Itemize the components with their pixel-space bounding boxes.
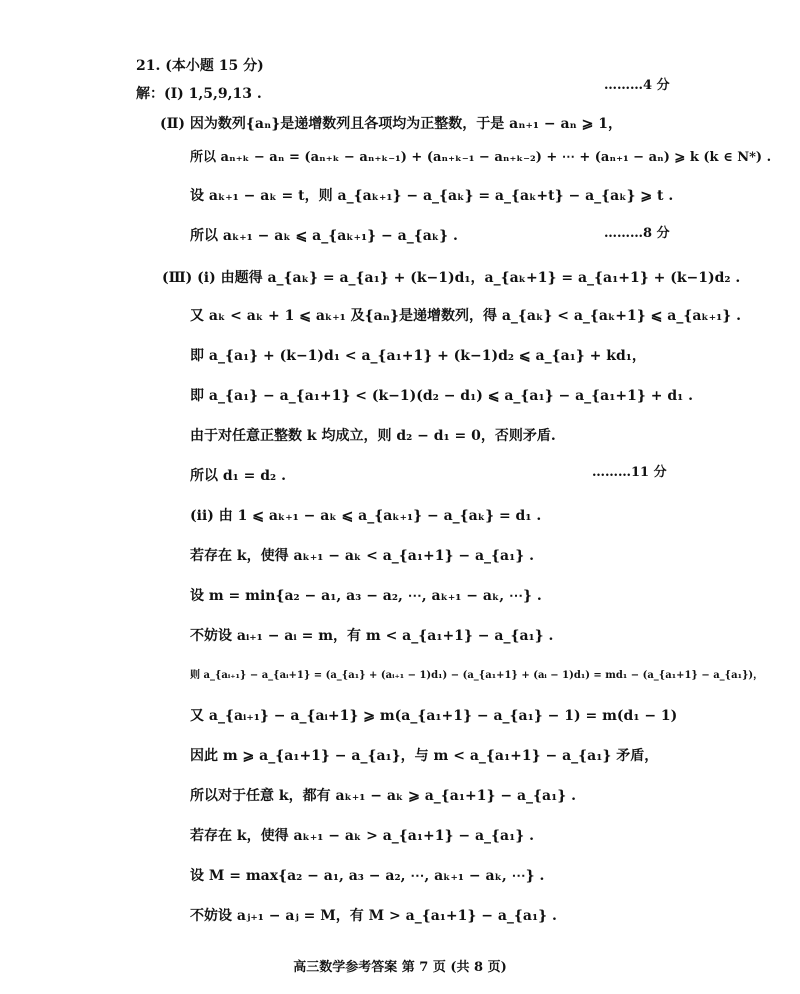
- answer-line-21: 设 M = max{a₂ − a₁, a₃ − a₂, ⋯, aₖ₊₁ − aₖ, ⋯} .: [190, 868, 545, 884]
- answer-line-15: 不妨设 aᵢ₊₁ − aᵢ = m，有 m < a_{a₁+1} − a_{a₁} .: [190, 628, 554, 644]
- answer-line-8: 即 a_{a₁} + (k−1)d₁ < a_{a₁+1} + (k−1)d₂ ⩽ a_{a₁} + kd₁，: [190, 348, 646, 364]
- score-mark-1: ………4 分: [604, 78, 670, 93]
- answer-line-6: (Ⅲ) (ⅰ) 由题得 a_{aₖ} = a_{a₁} + (k−1)d₁，a_{aₖ+1} = a_{a₁+1} + (k−1)d₂ .: [162, 270, 741, 286]
- answer-line-19: 所以对于任意 k，都有 aₖ₊₁ − aₖ ⩾ a_{a₁+1} − a_{a₁} .: [190, 788, 576, 804]
- score-mark-2: ………8 分: [604, 226, 670, 241]
- problem-header: 21. (本小题 15 分): [136, 58, 264, 74]
- answer-line-2: (Ⅱ) 因为数列{aₙ}是递增数列且各项均为正整数，于是 aₙ₊₁ − aₙ ⩾ 1，: [160, 116, 623, 132]
- answer-line-5: 所以 aₖ₊₁ − aₖ ⩽ a_{aₖ₊₁} − a_{aₖ} .: [190, 228, 458, 244]
- answer-line-4: 设 aₖ₊₁ − aₖ = t，则 a_{aₖ₊₁} − a_{aₖ} = a_{aₖ+t} − a_{aₖ} ⩾ t .: [190, 188, 674, 204]
- answer-line-14: 设 m = min{a₂ − a₁, a₃ − a₂, ⋯, aₖ₊₁ − aₖ, ⋯} .: [190, 588, 542, 604]
- answer-line-11: 所以 d₁ = d₂ .: [190, 468, 286, 484]
- score-mark-3: ………11 分: [592, 465, 667, 480]
- answer-line-18: 因此 m ⩾ a_{a₁+1} − a_{a₁}，与 m < a_{a₁+1} − a_{a₁} 矛盾，: [190, 748, 659, 764]
- answer-line-17: 又 a_{aᵢ₊₁} − a_{aᵢ+1} ⩾ m(a_{a₁+1} − a_{a₁} − 1) = m(d₁ − 1): [190, 708, 678, 724]
- answer-line-3: 所以 aₙ₊ₖ − aₙ = (aₙ₊ₖ − aₙ₊ₖ₋₁) + (aₙ₊ₖ₋₁ − aₙ₊ₖ₋₂) + ⋯ + (aₙ₊₁ − aₙ) ⩾ k (k ∈ N*) .: [190, 150, 772, 165]
- answer-line-13: 若存在 k，使得 aₖ₊₁ − aₖ < a_{a₁+1} − a_{a₁} .: [190, 548, 534, 564]
- answer-line-16: 则 a_{aᵢ₊₁} − a_{aᵢ+1} = (a_{a₁} + (aᵢ₊₁ − 1)d₁) − (a_{a₁+1} + (aᵢ − 1)d₁) = md₁ − (a_{a₁+1} − a_{a₁})，: [190, 670, 764, 681]
- answer-line-7: 又 aₖ < aₖ + 1 ⩽ aₖ₊₁ 及{aₙ}是递增数列，得 a_{aₖ} < a_{aₖ+1} ⩽ a_{aₖ₊₁} .: [190, 308, 741, 324]
- answer-line-9: 即 a_{a₁} − a_{a₁+1} < (k−1)(d₂ − d₁) ⩽ a_{a₁} − a_{a₁+1} + d₁ .: [190, 388, 693, 404]
- answer-line-12: (ⅱ) 由 1 ⩽ aₖ₊₁ − aₖ ⩽ a_{aₖ₊₁} − a_{aₖ} = d₁ .: [190, 508, 542, 524]
- page-footer: 高三数学参考答案 第 7 页 (共 8 页): [293, 960, 507, 975]
- answer-line-22: 不妨设 aⱼ₊₁ − aⱼ = M，有 M > a_{a₁+1} − a_{a₁} .: [190, 908, 557, 924]
- answer-line-20: 若存在 k，使得 aₖ₊₁ − aₖ > a_{a₁+1} − a_{a₁} .: [190, 828, 534, 844]
- answer-line-1: 解：(Ⅰ) 1,5,9,13 .: [136, 86, 262, 102]
- answer-line-10: 由于对任意正整数 k 均成立，则 d₂ − d₁ = 0，否则矛盾.: [190, 428, 556, 444]
